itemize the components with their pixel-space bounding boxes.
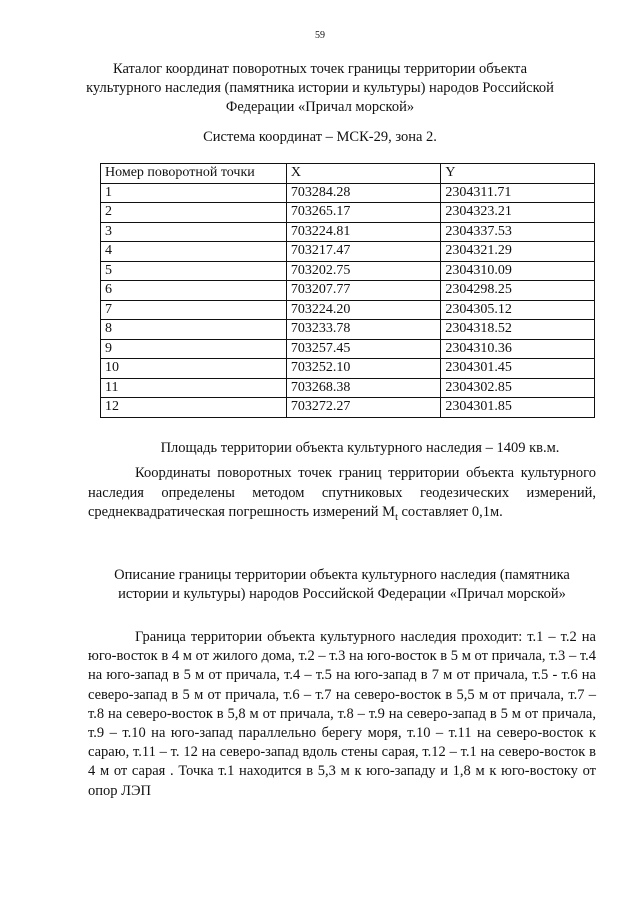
cell-x: 703268.38	[286, 378, 441, 398]
table-body	[101, 183, 595, 417]
table-row	[101, 359, 595, 379]
cell-point-number: 9	[101, 339, 287, 359]
column-header-y: Y	[441, 164, 595, 184]
cell-x: 703224.20	[286, 300, 441, 320]
cell-x: 703233.78	[286, 320, 441, 340]
cell-y: 2304318.52	[441, 320, 595, 340]
cell-x: 703265.17	[286, 203, 441, 223]
cell-point-number: 12	[101, 398, 287, 418]
accuracy-text: Координаты поворотных точек границ территории объекта культурного наследия определены методом спутниковых геодезических измерений, среднеквадратическая погрешность измерений M	[88, 465, 596, 520]
area-statement: Площадь территории объекта культурного наследия – 1409 кв.м.	[160, 440, 560, 456]
table-header-row	[101, 164, 595, 184]
accuracy-subscript: t	[395, 511, 398, 523]
table-row	[101, 339, 595, 359]
coordinates-table	[100, 163, 595, 418]
table-row	[101, 398, 595, 418]
table-row	[101, 300, 595, 320]
description-paragraph: Граница территории объекта культурного наследия проходит: т.1 – т.2 на юго-восток в 4 м от жилого дома, т.2 – т.3 на юго-восток в 5 м от причала, т.3 – т.4 на юго-запад в 5 м от причала, т.4 – т.5 на юго-запад в 7 м от причала, т.5 - т.6 на северо-запад в 5 м от причала, т.6 – т.7 на северо-восток в 5,5 м от причала, т.7 – т.8 на северо-восток в 5,8 м от причала, т.8 – т.9 на северо-запад в 5 м от причала, т.9 – т.10 на юго-запад параллельно берегу моря, т.10 – т.11 на северо-восток к сараю, т.11 – т. 12 на северо-запад вдоль стены сарая, т.12 – т.1 на северо-восток в 4 м от сарая . Точка т.1 находится в 5,3 м к юго-западу и 1,8 м к юго-востоку от опор ЛЭП	[88, 629, 596, 799]
cell-point-number: 2	[101, 203, 287, 223]
cell-y: 2304298.25	[441, 281, 595, 301]
cell-x: 703202.75	[286, 261, 441, 281]
cell-point-number: 5	[101, 261, 287, 281]
page-number: 59	[315, 30, 325, 41]
table-row	[101, 242, 595, 262]
table-row	[101, 378, 595, 398]
table-row	[101, 222, 595, 242]
cell-y: 2304310.36	[441, 339, 595, 359]
cell-y: 2304323.21	[441, 203, 595, 223]
cell-y: 2304311.71	[441, 183, 595, 203]
description-heading: Описание границы территории объекта культурного наследия (памятника истории и культуры) народов Российской Федерации «Причал морской»	[114, 567, 570, 602]
cell-x: 703207.77	[286, 281, 441, 301]
table-row	[101, 203, 595, 223]
table-row	[101, 261, 595, 281]
cell-x: 703272.27	[286, 398, 441, 418]
column-header-x: X	[286, 164, 441, 184]
cell-point-number: 7	[101, 300, 287, 320]
cell-y: 2304301.45	[441, 359, 595, 379]
table-row	[101, 183, 595, 203]
cell-y: 2304301.85	[441, 398, 595, 418]
table-row	[101, 281, 595, 301]
accuracy-paragraph	[88, 464, 596, 527]
cell-x: 703252.10	[286, 359, 441, 379]
cell-point-number: 3	[101, 222, 287, 242]
cell-y: 2304305.12	[441, 300, 595, 320]
catalog-title: Каталог координат поворотных точек границы территории объекта культурного наследия (памятника истории и культуры) народов Российской Федерации «Причал морской»	[86, 61, 554, 115]
table-row	[101, 320, 595, 340]
cell-point-number: 11	[101, 378, 287, 398]
cell-point-number: 1	[101, 183, 287, 203]
cell-x: 703217.47	[286, 242, 441, 262]
column-header-point: Номер поворотной точки	[101, 164, 287, 184]
cell-x: 703284.28	[286, 183, 441, 203]
cell-x: 703257.45	[286, 339, 441, 359]
cell-x: 703224.81	[286, 222, 441, 242]
cell-y: 2304337.53	[441, 222, 595, 242]
cell-point-number: 10	[101, 359, 287, 379]
accuracy-text-end: составляет 0,1м.	[397, 504, 503, 520]
cell-point-number: 4	[101, 242, 287, 262]
cell-point-number: 8	[101, 320, 287, 340]
cell-y: 2304302.85	[441, 378, 595, 398]
coordinate-system: Система координат – МСК-29, зона 2.	[203, 129, 437, 145]
cell-y: 2304310.09	[441, 261, 595, 281]
cell-point-number: 6	[101, 281, 287, 301]
cell-y: 2304321.29	[441, 242, 595, 262]
